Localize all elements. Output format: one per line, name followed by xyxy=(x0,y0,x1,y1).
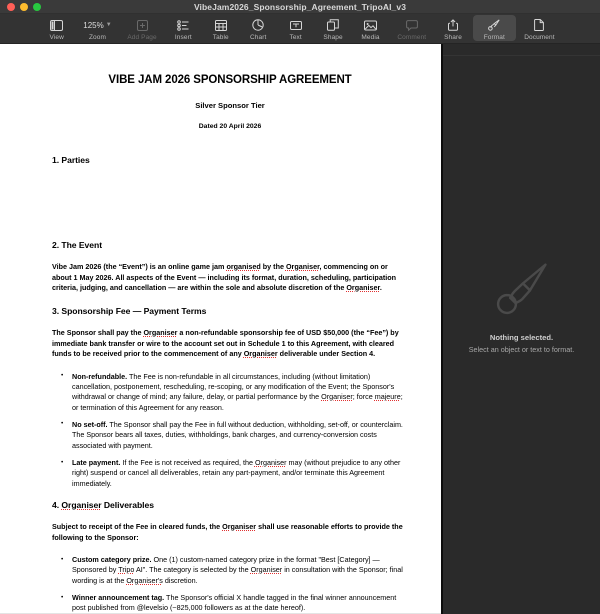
toolbar xyxy=(0,14,600,44)
section-sponsorship-fee-bullets xyxy=(52,372,408,490)
toolbar-table-button[interactable] xyxy=(203,15,238,41)
section-heading-sponsorship-fee: 3. Sponsorship Fee — Payment Terms xyxy=(52,306,207,317)
section-heading-the-event: 2. The Event xyxy=(52,239,103,250)
section-sponsorship-fee-paragraph: The Sponsor shall pay the Organiser a non-refundable sponsorship fee of USD $50,000 (the “Fee”) by immediate bank transfer or wire to the account set out in Schedule 1 to this Agreement, with cleared funds to be received prior to the commencement of any Organiser deliverable under Section 4. xyxy=(52,328,399,359)
toolbar-chart-button[interactable] xyxy=(240,15,275,41)
maximize-button[interactable] xyxy=(33,3,41,11)
chevron-down-icon: ▼ xyxy=(105,22,112,28)
sidebar-icon xyxy=(49,18,65,32)
section-heading-organiser-deliverables: 4. Organiser Deliverables xyxy=(52,500,154,511)
app-body xyxy=(0,44,600,614)
toolbar-add-page-label: Add Page xyxy=(127,34,157,41)
toolbar-comment-button[interactable] xyxy=(390,15,433,41)
document-date: Dated 20 April 2026 xyxy=(198,123,262,131)
document-canvas[interactable] xyxy=(0,44,441,614)
toolbar-insert-button[interactable] xyxy=(166,15,201,41)
toolbar-format-label: Format xyxy=(483,34,505,41)
sidebar-empty-title: Nothing selected. xyxy=(489,333,554,342)
media-icon xyxy=(363,18,379,32)
window-controls xyxy=(0,3,41,11)
toolbar-document-button[interactable] xyxy=(518,15,561,41)
section-the-event-paragraph: Vibe Jam 2026 (the “Event”) is an online game jam organised by the Organiser, commencing on or about 1 May 2026. All aspects of the Event — including its format, duration, scheduling, participation criteria, judging, and cancellation — are within the sole and absolute discretion of the Organiser. xyxy=(52,262,396,292)
toolbar-comment-label: Comment xyxy=(397,34,427,41)
comment-icon xyxy=(404,18,420,32)
document-icon xyxy=(531,18,547,32)
section-heading-parties: 1. Parties xyxy=(52,154,90,165)
toolbar-shape-label: Shape xyxy=(323,34,343,41)
toolbar-view-label: View xyxy=(49,34,64,41)
section-organiser-deliverables-bullets xyxy=(52,555,408,614)
section-organiser-deliverables-paragraph: Subject to receipt of the Fee in cleared funds, the Organiser shall use reasonable efforts to provide the following to the Sponsor: xyxy=(52,522,403,542)
document-subtitle: Silver Sponsor Tier xyxy=(195,101,265,111)
list-item: • Custom category prize. One (1) custom-named category prize in the format "Best [Category] — Sponsored by Tripo AI". The category is selected by the Organiser in consultation with the Sponsor; final wording is at the Organiser's discretion. xyxy=(52,555,408,586)
list-item: • Non-refundable. The Fee is non-refundable in all circumstances, including (without limitation) cancellation, postponement, rescheduling, re-scoping, or any modification of the Event; the Sponsor's withdrawal or change of mind; any failure, delay, or partial performance by the Organiser; force majeure; or termination of this Agreement for any reason. xyxy=(52,372,408,413)
insert-icon xyxy=(175,18,191,32)
paintbrush-icon xyxy=(492,259,552,319)
close-button[interactable] xyxy=(7,3,15,11)
toolbar-format-button[interactable] xyxy=(473,15,516,41)
toolbar-chart-label: Chart xyxy=(250,34,267,41)
zoom-dropdown[interactable] xyxy=(79,18,115,32)
format-sidebar xyxy=(443,44,600,614)
toolbar-shape-button[interactable] xyxy=(315,15,350,41)
toolbar-media-button[interactable] xyxy=(353,15,388,41)
toolbar-document-label: Document xyxy=(524,34,555,41)
toolbar-view-button[interactable] xyxy=(39,15,74,41)
toolbar-insert-label: Insert xyxy=(174,34,192,41)
toolbar-text-label: Text xyxy=(289,34,302,41)
list-item: • Winner announcement tag. The Sponsor's official X handle tagged in the final winner announcement post published from @levelsio (~825,000 followers as at the date hereof). xyxy=(52,593,408,614)
toolbar-text-button[interactable] xyxy=(278,15,313,41)
list-item: • Late payment. If the Fee is not received as required, the Organiser may (without prejudice to any other right) suspend or cancel all deliverables, retain any part-payment, and/or terminate this Agreement immediately. xyxy=(52,458,408,489)
sidebar-empty-subtitle: Select an object or text to format. xyxy=(468,345,575,354)
section-parties-empty-body xyxy=(52,177,408,239)
document-page[interactable] xyxy=(0,44,441,614)
chart-icon xyxy=(250,18,266,32)
toolbar-zoom-label: Zoom xyxy=(88,34,106,41)
window-title: VibeJam2026_Sponsorship_Agreement_TripoAI_v3 xyxy=(193,2,407,12)
toolbar-table-label: Table xyxy=(212,34,229,41)
zoom-value: 125% xyxy=(83,20,104,30)
minimize-button[interactable] xyxy=(20,3,28,11)
text-icon xyxy=(288,18,304,32)
title-bar xyxy=(0,0,600,14)
document-heading-title: VIBE JAM 2026 SPONSORSHIP AGREEMENT xyxy=(108,74,352,86)
toolbar-media-label: Media xyxy=(361,34,380,41)
toolbar-add-page-button[interactable] xyxy=(121,15,164,41)
table-icon xyxy=(213,18,229,32)
paintbrush-icon xyxy=(486,18,502,32)
sidebar-top-separator xyxy=(443,55,600,56)
shape-icon xyxy=(325,18,341,32)
toolbar-zoom-control[interactable] xyxy=(75,15,119,41)
add-page-icon xyxy=(134,18,150,32)
toolbar-share-button[interactable] xyxy=(435,15,470,41)
share-icon xyxy=(445,18,461,32)
toolbar-share-label: Share xyxy=(444,34,462,41)
list-item: • No set-off. The Sponsor shall pay the Fee in full without deduction, withholding, set-off, or counterclaim. The Sponsor bears all taxes, duties, withholdings, bank charges, and currency-conversion costs associated with payment. xyxy=(52,420,408,451)
